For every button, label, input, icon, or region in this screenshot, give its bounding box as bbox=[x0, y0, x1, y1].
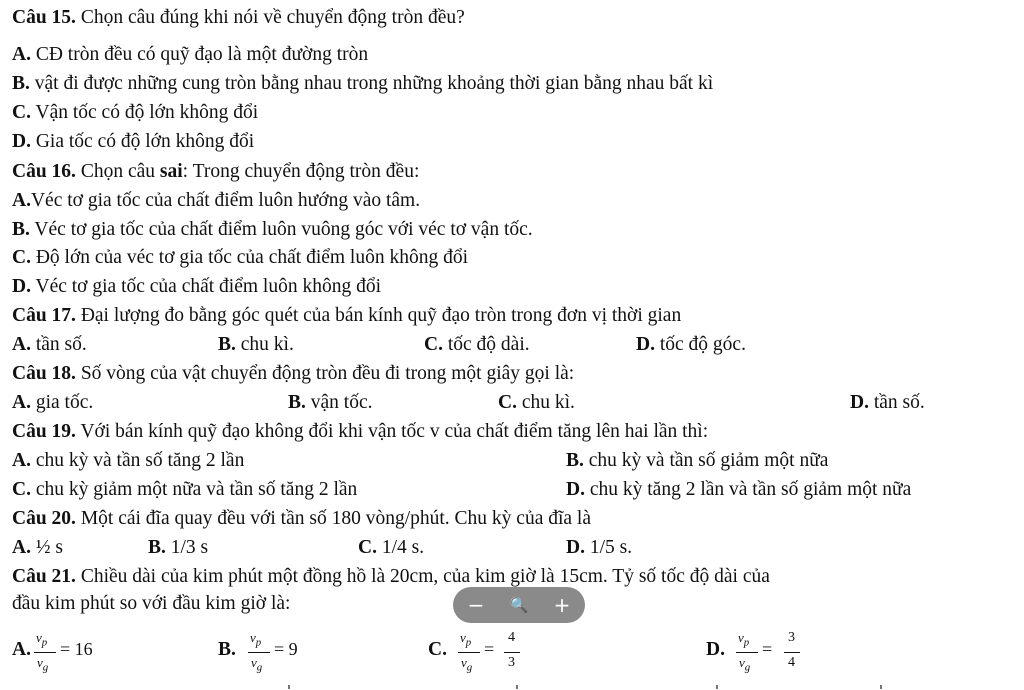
q17-title: Câu 17. Đại lượng đo bằng góc quét của bán kính quỹ đạo tròn trong đơn vị thời gian bbox=[12, 305, 682, 326]
q16-option-d: D. Véc tơ gia tốc của chất điểm luôn không đổi bbox=[12, 276, 382, 297]
q19-option-a: A. chu kỳ và tần số tăng 2 lần bbox=[12, 450, 245, 471]
q19-options-row2 bbox=[12, 478, 1022, 502]
q21-option-c: C. $v_p$ $v_g$ = 4 3 bbox=[428, 634, 568, 682]
q16-option-c: C. Độ lớn của véc tơ gia tốc của chất điểm luôn không đổi bbox=[12, 247, 469, 268]
q15-title: Câu 15. Chọn câu đúng khi nói về chuyển động tròn đều? bbox=[12, 7, 465, 28]
q16-option-b: B. Véc tơ gia tốc của chất điểm luôn vuông góc với véc tơ vận tốc. bbox=[12, 219, 533, 240]
q15-option-c: C. Vận tốc có độ lớn không đổi bbox=[12, 102, 259, 123]
q21-option-d: D. $v_p$ $v_g$ = 3 4 bbox=[706, 634, 846, 682]
q20-options bbox=[12, 536, 1012, 560]
q16-option-a: A.Véc tơ gia tốc của chất điểm luôn hướng vào tâm. bbox=[12, 190, 421, 211]
q20-option-a: A. ½ s bbox=[12, 537, 63, 558]
q17-option-b: B. chu kì. bbox=[218, 334, 294, 355]
zoom-out-button[interactable]: − bbox=[467, 593, 485, 617]
zoom-in-button[interactable]: + bbox=[553, 593, 571, 617]
scan-mark bbox=[288, 685, 290, 689]
scan-mark bbox=[716, 685, 718, 689]
q17-option-d: D. tốc độ góc. bbox=[636, 334, 746, 355]
q18-options bbox=[12, 391, 1012, 415]
q20-option-d: D. 1/5 s. bbox=[566, 537, 633, 558]
q18-option-b: B. vận tốc. bbox=[288, 392, 373, 413]
zoom-toolbar bbox=[453, 587, 585, 623]
q19-title: Câu 19. Với bán kính quỹ đạo không đổi khi vận tốc v của chất điểm tăng lên hai lần thì: bbox=[12, 421, 709, 442]
q19-option-d: D. chu kỳ tăng 2 lần và tần số giảm một nữa bbox=[566, 479, 912, 500]
q18-option-c: C. chu kì. bbox=[498, 392, 575, 413]
q20-title: Câu 20. Một cái đĩa quay đều với tần số 180 vòng/phút. Chu kỳ của đĩa là bbox=[12, 508, 591, 529]
q17-option-a: A. tần số. bbox=[12, 334, 87, 355]
q21-option-a: A. $v_p$ $v_g$ = 16 bbox=[12, 630, 93, 674]
q18-option-a: A. gia tốc. bbox=[12, 392, 94, 413]
q19-option-c: C. chu kỳ giảm một nữa và tần số tăng 2 lần bbox=[12, 479, 358, 500]
zoom-reset-icon[interactable]: 🔍 bbox=[509, 596, 529, 614]
q16-title: Câu 16. Chọn câu sai: Trong chuyển động tròn đều: bbox=[12, 161, 420, 182]
q17-option-c: C. tốc độ dài. bbox=[424, 334, 530, 355]
q21-option-b: B. $v_p$ $v_g$ = 9 bbox=[218, 630, 298, 674]
q17-options bbox=[12, 333, 1012, 357]
q18-title: Câu 18. Số vòng của vật chuyển động tròn đều đi trong một giây gọi là: bbox=[12, 363, 575, 384]
q21-title: Câu 21. Chiều dài của kim phút một đồng hồ là 20cm, của kim giờ là 15cm. Tỷ số tốc độ dài của bbox=[12, 566, 770, 587]
scan-mark bbox=[880, 685, 882, 689]
q15-option-d: D. Gia tốc có độ lớn không đổi bbox=[12, 131, 255, 152]
q21-title-line2: đầu kim phút so với đầu kim giờ là: bbox=[12, 593, 291, 614]
q19-option-b: B. chu kỳ và tần số giảm một nữa bbox=[566, 450, 829, 471]
q15-option-a: A. CĐ tròn đều có quỹ đạo là một đường tròn bbox=[12, 44, 369, 65]
q19-options-row1 bbox=[12, 449, 1012, 473]
q15-option-b: B. vật đi được những cung tròn bằng nhau trong những khoảng thời gian bằng nhau bất kì bbox=[12, 73, 714, 94]
q20-option-c: C. 1/4 s. bbox=[358, 537, 425, 558]
scan-mark bbox=[516, 685, 518, 689]
q20-option-b: B. 1/3 s bbox=[148, 537, 209, 558]
q18-option-d: D. tần số. bbox=[850, 392, 925, 413]
